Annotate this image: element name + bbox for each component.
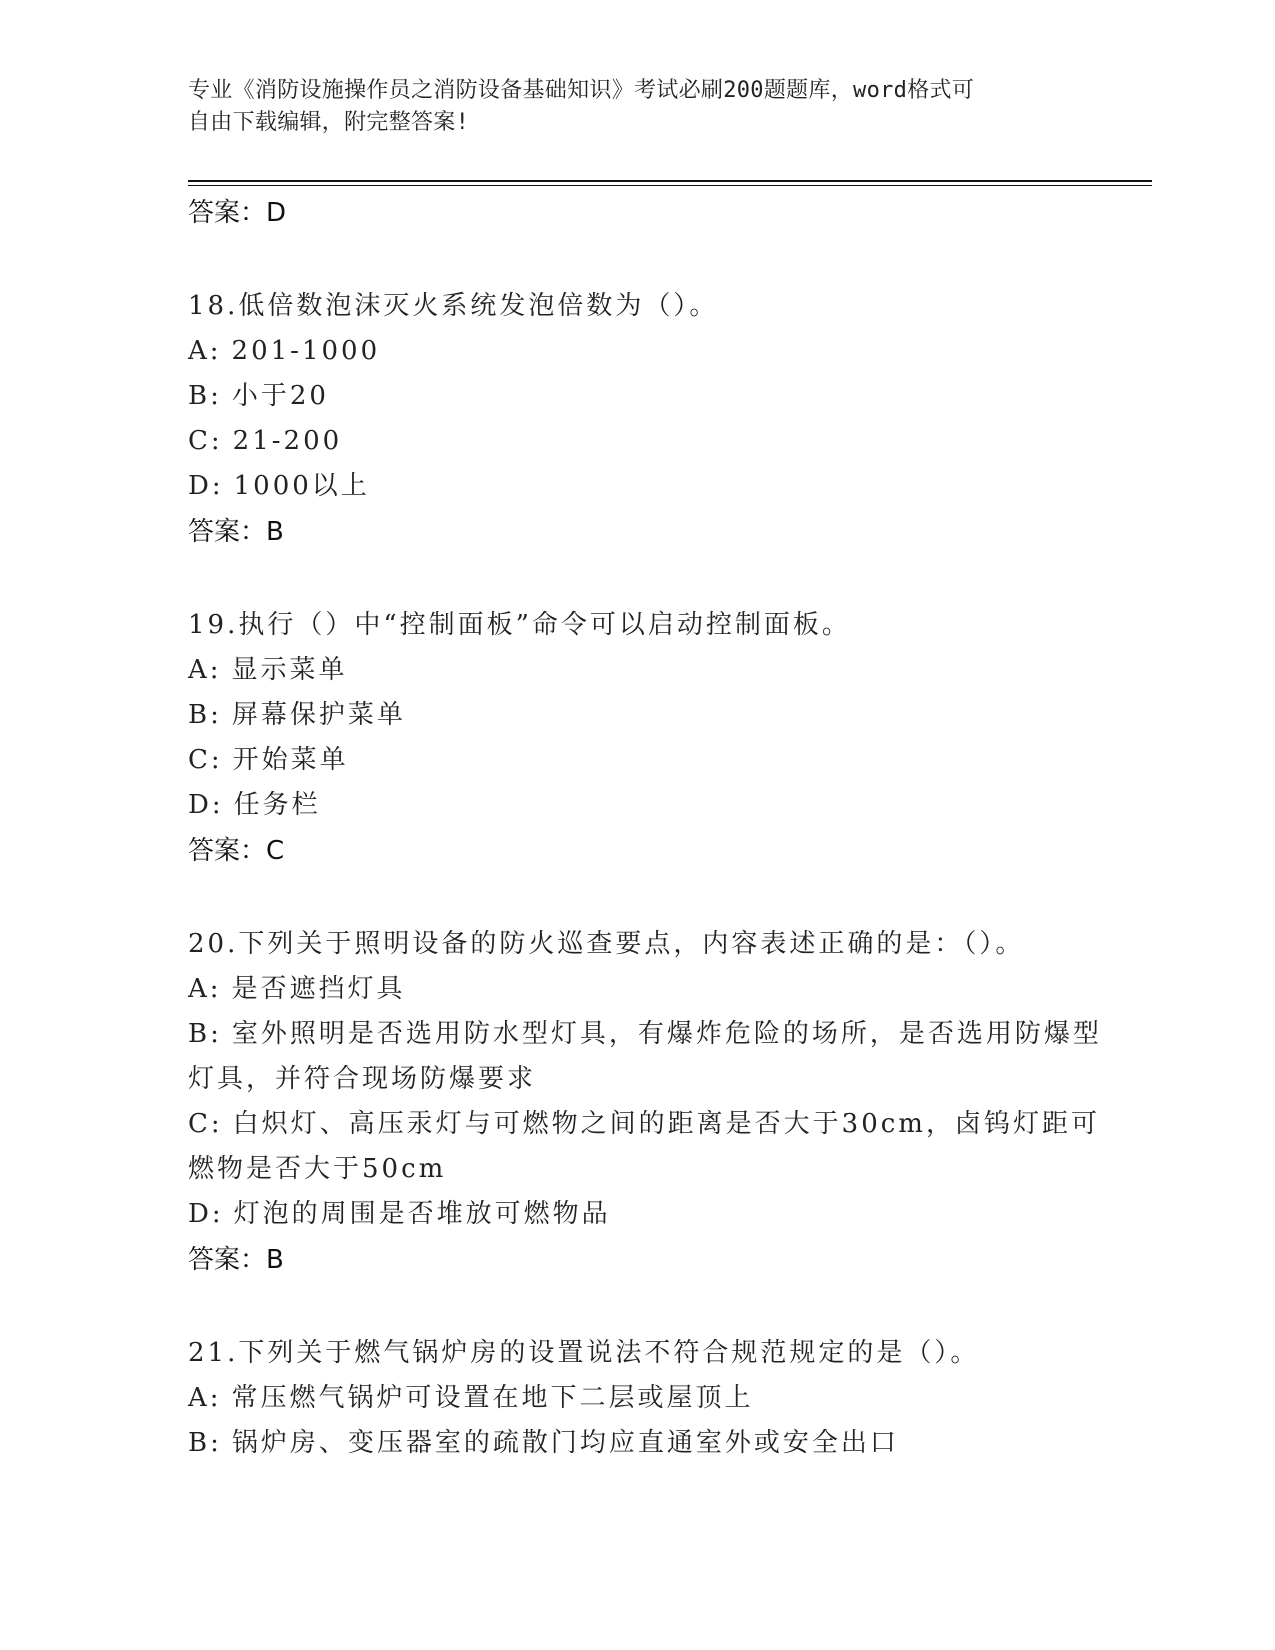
question-list [188, 190, 1108, 1466]
option-key: C: [188, 1109, 223, 1139]
option-key: D: [188, 790, 224, 820]
option-key: D: [188, 471, 224, 501]
header-line-1: 专业《消防设施操作员之消防设备基础知识》考试必刷200题题库，word格式可 [188, 78, 975, 103]
option-c [188, 419, 1108, 464]
option-b [188, 1421, 1108, 1466]
option-text: 室外照明是否选用防水型灯具，有爆炸危险的场所，是否选用防爆型灯具，并符合现场防爆要求 [188, 1019, 1102, 1094]
question-stem: 20.下列关于照明设备的防火巡查要点，内容表述正确的是：（）。 [188, 929, 1025, 959]
option-a [188, 648, 1108, 693]
option-key: C: [188, 745, 223, 775]
option-a [188, 329, 1108, 374]
option-text: 灯泡的周围是否堆放可燃物品 [233, 1199, 611, 1229]
option-a [188, 967, 1108, 1012]
option-c [188, 738, 1108, 783]
option-d [188, 1192, 1108, 1237]
question-20 [188, 922, 1108, 1280]
question-19 [188, 603, 1108, 871]
option-b [188, 1012, 1108, 1102]
question-21 [188, 1331, 1108, 1466]
option-text: 1000以上 [233, 471, 370, 501]
option-d [188, 464, 1108, 509]
option-key: B: [188, 381, 222, 411]
option-key: A: [188, 974, 222, 1004]
document-header [188, 75, 1088, 139]
answer: 答案：B [188, 1245, 284, 1275]
option-b [188, 374, 1108, 419]
option-text: 是否遮挡灯具 [231, 974, 406, 1004]
previous-answer: 答案：D [188, 198, 287, 228]
header-line-2: 自由下载编辑，附完整答案! [188, 110, 470, 135]
question-18 [188, 284, 1108, 552]
option-key: B: [188, 700, 222, 730]
question-stem: 19.执行（）中“控制面板”命令可以启动控制面板。 [188, 610, 851, 640]
answer: 答案：B [188, 517, 284, 547]
option-text: 开始菜单 [232, 745, 349, 775]
option-text: 屏幕保护菜单 [231, 700, 406, 730]
option-text: 锅炉房、变压器室的疏散门均应直通室外或安全出口 [231, 1428, 899, 1458]
option-text: 201-1000 [231, 336, 381, 366]
question-stem: 18.低倍数泡沫灭火系统发泡倍数为（）。 [188, 291, 719, 321]
option-text: 白炽灯、高压汞灯与可燃物之间的距离是否大于30cm，卤钨灯距可燃物是否大于50cm [188, 1109, 1100, 1184]
answer: 答案：C [188, 836, 285, 866]
option-key: C: [188, 426, 223, 456]
option-a [188, 1376, 1108, 1421]
option-text: 显示菜单 [231, 655, 348, 685]
option-key: A: [188, 1383, 222, 1413]
header-rule-thin [188, 185, 1152, 186]
option-b [188, 693, 1108, 738]
header-rule-thick [188, 180, 1152, 182]
option-key: D: [188, 1199, 224, 1229]
option-key: A: [188, 336, 222, 366]
option-text: 小于20 [231, 381, 329, 411]
option-key: B: [188, 1428, 222, 1458]
option-key: A: [188, 655, 222, 685]
option-c [188, 1102, 1108, 1192]
option-text: 任务栏 [233, 790, 321, 820]
option-key: B: [188, 1019, 222, 1049]
option-text: 常压燃气锅炉可设置在地下二层或屋顶上 [231, 1383, 754, 1413]
option-text: 21-200 [232, 426, 343, 456]
option-d [188, 783, 1108, 828]
question-stem: 21.下列关于燃气锅炉房的设置说法不符合规范规定的是（）。 [188, 1338, 980, 1368]
